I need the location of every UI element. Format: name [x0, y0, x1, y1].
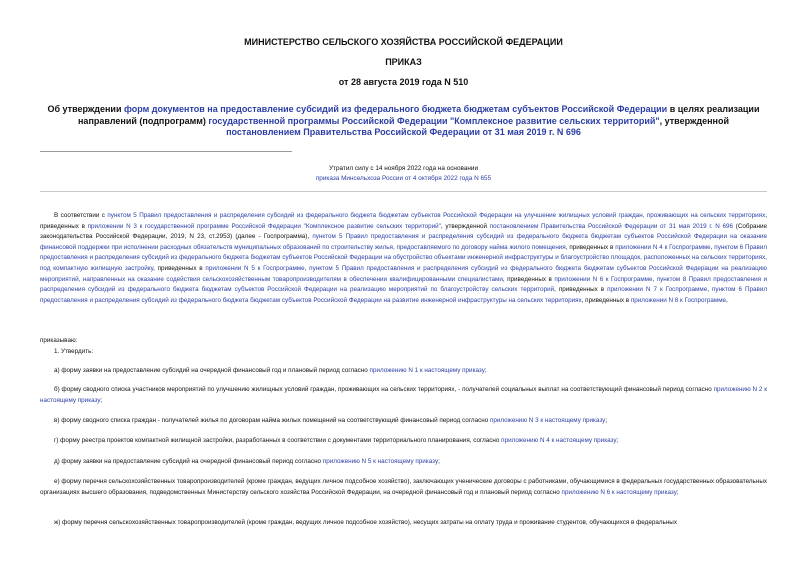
divider	[40, 191, 767, 192]
clause-text: г) форму реестра проектов компактной жилищной застройки, разработанных в соответствии с документами территориального планирования, согласно	[54, 437, 502, 444]
preamble-text: ,	[652, 275, 657, 283]
clause-text: ;	[438, 458, 440, 465]
preamble-text: В соответствии с	[54, 212, 108, 219]
document-title	[40, 104, 767, 139]
preamble-link[interactable]: приложении N 5 к Госпрограмме	[205, 264, 305, 272]
divider	[40, 151, 292, 152]
clause-zh	[40, 518, 767, 529]
preamble-text: , приведенных в	[554, 286, 608, 294]
title-link-resolution[interactable]: постановлением Правительства Российской Федерации от 31 мая 2019 г. N 696	[226, 127, 581, 137]
title-link-program[interactable]: государственной программы Российской Федерации "Комплексное развитие сельских территорий"	[208, 115, 660, 126]
clause-text: а) форму заявки на предоставление субсидий на очередной финансовый год и плановый период согласно	[54, 367, 370, 374]
preamble-link[interactable]: пунктом 5 Правил предоставления и распределения субсидий из федерального бюджета бюджетам субъектов Российской Федерации на оказание финансовой поддержки при исполнении расходных обязательств муниципальных образований по строительству жилья, предоставляемого по договору найма жилого помещения	[40, 233, 767, 251]
prikazyvayu: приказываю:	[40, 337, 78, 344]
preamble-link[interactable]: приложении N 6 к Госпрограмме	[554, 275, 653, 283]
preamble-text: ,	[707, 286, 712, 294]
status-note-link[interactable]: приказа Минсельхоза России от 4 октября 2022 года N 655	[315, 175, 492, 182]
doc-date-number: от 28 августа 2019 года N 510	[338, 77, 469, 87]
title-text: Об утверждении	[47, 104, 124, 114]
title-link-forms[interactable]: форм документов на предоставление субсидий из федерального бюджета бюджетам субъектов Российской Федерации	[123, 104, 668, 114]
clause-g	[40, 436, 767, 447]
clause-d	[40, 457, 767, 468]
appendix-link-4[interactable]: приложению N 4 к настоящему приказу	[501, 437, 617, 444]
clause-text: б) форму сводного списка участников мероприятий по улучшению жилищных условий граждан, проживающих на сельских территориях, - получателей социальных выплат на соответствующий финансовый период согласно	[54, 386, 714, 393]
clause-text: в) форму сводного списка граждан - получателей жилья по договорам найма жилых помещений на соответствующий финансовый период согласно	[54, 417, 490, 424]
preamble-text: ,	[726, 296, 728, 304]
clause-text: д) форму заявки на предоставление субсидий на очередной финансовый период согласно	[54, 458, 323, 465]
item-1: 1. Утвердить:	[54, 348, 94, 355]
clause-b	[40, 385, 767, 406]
preamble-link[interactable]: приложении N 7 к Госпрограмме	[607, 286, 708, 294]
appendix-link-1[interactable]: приложению N 1 к настоящему приказу	[369, 367, 485, 374]
clause-text: ;	[676, 488, 679, 496]
clause-a	[40, 366, 767, 377]
clause-text: ;	[616, 437, 619, 444]
preamble-link[interactable]: постановлением Правительства Российской Федерации от 31 мая 2019 г. N 696	[489, 222, 734, 230]
clause-e	[40, 477, 767, 498]
title-text: в целях реализации направлений (подпрограмм)	[78, 104, 760, 126]
status-note-text: Утратил силу с 14 ноября 2022 года на основании	[328, 165, 479, 172]
clause-text: е) форму перечня сельскохозяйственных товаропроизводителей (кроме граждан, ведущих личное подсобное хозяйство), заключающих ученические договоры с работниками, обучающимися в федеральных государственных образовательных организациях высшего образования, подведомственных Министерству сельского хозяйства Российской Федерации, на очередной финансовый год и плановый период согласно	[40, 478, 767, 496]
clause-text: ж) форму перечня сельскохозяйственных товаропроизводителей (кроме граждан, ведущих личное подсобное хозяйство), несущих затраты на оплату труда и проживание студентов, обучающихся в федеральных	[54, 519, 677, 526]
preamble-link[interactable]: пунктом 6 Правил предоставления и распределения субсидий из федерального бюджета бюджетам субъектов Российской Федерации на развитие инженерной инфраструктуры на сельских территориях	[40, 286, 768, 304]
preamble-text: , приведенных в	[565, 243, 616, 251]
preamble-link[interactable]: приложении N 3 к государственной программе Российской Федерации "Комплексное развитие сельских территорий"	[87, 222, 441, 230]
preamble-text: ,	[304, 264, 310, 272]
preamble-paragraph	[40, 211, 767, 306]
clause-text: ;	[484, 367, 487, 374]
clause-text: ;	[100, 396, 103, 404]
clause-text: ;	[605, 417, 608, 424]
status-note	[0, 164, 807, 184]
title-text: , утвержденной	[659, 115, 729, 126]
preamble-text: , приведенных в	[153, 264, 206, 272]
clause-v	[40, 416, 767, 427]
doc-type-heading: ПРИКАЗ	[385, 57, 422, 67]
preamble-text: , приведенных в	[581, 296, 631, 304]
preamble-text: , приведенных в	[502, 275, 555, 283]
preamble-link[interactable]: пунктом 6 Правил предоставления и распределения субсидий из федерального бюджета бюджетам субъектов Российской Федерации на обустройство объектами инженерной инфраструктуры и благоустройство площадок, расположенных на сельских территориях, под компактную жилищную застройку	[40, 243, 768, 272]
preamble-link[interactable]: приложении N 8 к Госпрограмме	[630, 296, 727, 304]
preamble-text: (Собрание законодательства Российской Федерации, 2019, N 23, ст.2953) (далее - Госпрограмма),	[40, 222, 767, 241]
preamble-link[interactable]: пунктом 5 Правил предоставления и распределения субсидий из федерального бюджета бюджетам субъектов Российской Федерации на реализацию мероприятий, направленных на оказание содействия сельскохозяйственным товаропроизводителям в обеспечении квалифицированными специалистами	[40, 264, 768, 283]
appendix-link-5[interactable]: приложению N 5 к настоящему приказу	[322, 458, 439, 465]
preamble-link[interactable]: пунктом 5 Правил предоставления и распределения субсидий из федерального бюджета бюджетам субъектов Российской Федерации на улучшение жилищных условий граждан, проживающих на сельских территориях	[107, 212, 766, 219]
preamble-text: ,	[710, 243, 715, 251]
preamble-link[interactable]: приложении N 4 к Госпрограмме	[615, 243, 711, 251]
ministry-heading: МИНИСТЕРСТВО СЕЛЬСКОГО ХОЗЯЙСТВА РОССИЙСКОЙ ФЕДЕРАЦИИ	[244, 37, 563, 47]
preamble-link[interactable]: пунктом 8 Правил предоставления и распределения субсидий из федерального бюджета бюджетам субъектов Российской Федерации на реализацию мероприятий по благоустройству сельских территорий	[40, 275, 768, 294]
appendix-link-2[interactable]: приложению N 2 к настоящему приказу	[40, 386, 767, 404]
preamble-text: , приведенных в	[40, 212, 767, 230]
preamble-text: , утвержденной	[440, 222, 490, 230]
appendix-link-3[interactable]: приложению N 3 к настоящему приказу	[490, 417, 606, 424]
appendix-link-6[interactable]: приложению N 6 к настоящему приказу	[561, 488, 677, 496]
